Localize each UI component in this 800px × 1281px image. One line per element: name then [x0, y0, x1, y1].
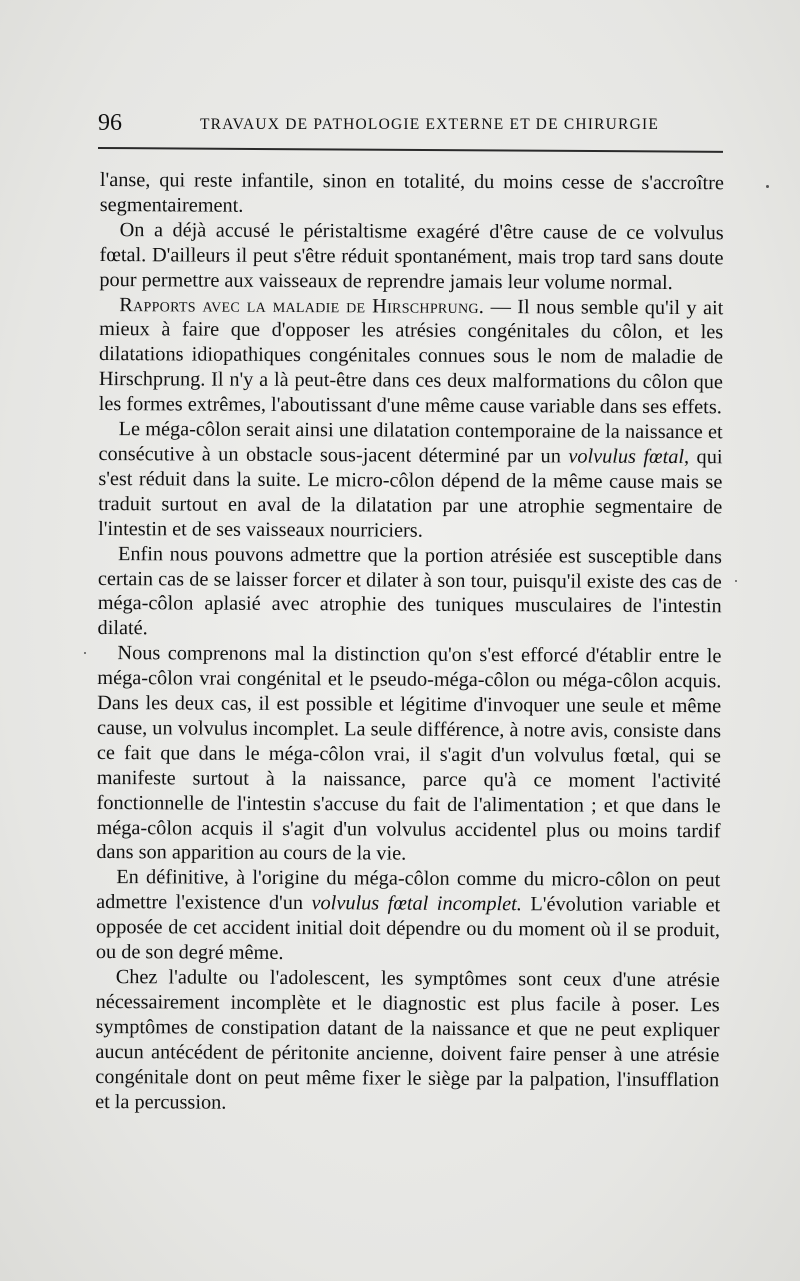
- paragraph-3-text: — Il nous semble qu'il y ait mieux à faire que d'opposer les atrésies congénitales du côlon, et les dilatations idiopathiques congénitales connues sous le nom de maladie de Hirschprung. Il n'y a là peut-être dans ces deux malformations du côlon que les formes extrêmes, l'aboutissant d'une même cause variable dans ses effets.: [98, 295, 724, 419]
- paragraph-7-text-b: L'évolution variable et opposée de cet accident initial doit dépendre ou du moment où il se produit, ou de son degré même.: [95, 893, 721, 965]
- paragraph-2: On a déjà accusé le péristaltisme exagéré d'être cause de ce volvulus fœtal. D'ailleurs il peut s'être réduit spontanément, mais trop tard sans doute pour permettre aux vaisseaux de reprendre jamais leur volume normal.: [99, 218, 724, 294]
- paragraph-4: [98, 417, 723, 545]
- paragraph-7-italic: volvulus fœtal incomplet.: [311, 892, 522, 916]
- page-header: [98, 108, 726, 138]
- paragraph-3: [99, 293, 724, 421]
- paper-speck: [84, 652, 86, 654]
- body-text: [95, 168, 724, 1118]
- paragraph-8: Chez l'adulte ou l'adolescent, les symptômes sont ceux d'une atrésie nécessairement incomplète et le diagnostic est plus facile à poser. Les symptômes de constipation datant de la naissance et que ne peut expliquer aucun antécédent de péritonite ancienne, doivent faire penser à une atrésie congénitale dont on peut même fixer le siège par la palpation, l'insufflation et la percussion.: [95, 966, 720, 1114]
- paragraph-4-text-a: Le méga-côlon serait ainsi une dilatation contemporaine de la naissance et consécutive à un obstacle sous-jacent déterminé par un: [98, 418, 723, 468]
- paragraph-4-italic: volvulus fœtal: [568, 445, 685, 469]
- running-head: TRAVAUX DE PATHOLOGIE EXTERNE ET DE CHIRURGIE: [200, 116, 660, 133]
- paragraph-5: Enfin nous pouvons admettre que la portion atrésiée est susceptible dans certain cas de se laisser forcer et dilater à son tour, puisqu'il existe des cas de méga-côlon aplasié avec atrophie des tuniques musculaires de l'intestin dilaté.: [97, 542, 723, 640]
- paragraph-7: [96, 865, 721, 968]
- paper-speck: [735, 580, 737, 582]
- section-heading: Rapports avec la maladie de Hirschprung.: [119, 293, 485, 318]
- paragraph-1: l'anse, qui reste infantile, sinon en totalité, du moins cesse de s'accroître segmentairement.: [99, 168, 724, 217]
- page-number: 96: [98, 110, 122, 136]
- paragraph-4-text-b: , qui s'est réduit dans la suite. Le micro-côlon dépend de la même cause mais se traduit surtout en aval de la dilatation par une atrophie segmentaire de l'intestin et de ses vaisseaux nourriciers.: [98, 446, 723, 542]
- paragraph-7-text-a: En définitive, à l'origine du méga-côlon comme du micro-côlon on peut admettre l'existence d'un: [96, 866, 721, 915]
- paragraph-6: Nous comprenons mal la distinction qu'on s'est efforcé d'établir entre le méga-côlon vrai congénital et le pseudo-méga-côlon ou méga-côlon acquis. Dans les deux cas, il est possible et légitime d'invoquer une seule et même cause, un volvulus incomplet. La seule différence, à notre avis, consiste dans ce fait que dans le méga-côlon vrai, il s'agit d'un volvulus fœtal, qui se manifeste surtout à la naissance, parce qu'à ce moment l'activité fonctionnelle de l'intestin s'accuse du fait de l'alimentation ; et que dans le méga-côlon acquis il s'agit d'un volvulus accidentel plus ou moins tardif dans son apparition au cours de la vie.: [96, 642, 722, 866]
- header-rule: [98, 147, 723, 153]
- paper-speck: [766, 185, 769, 188]
